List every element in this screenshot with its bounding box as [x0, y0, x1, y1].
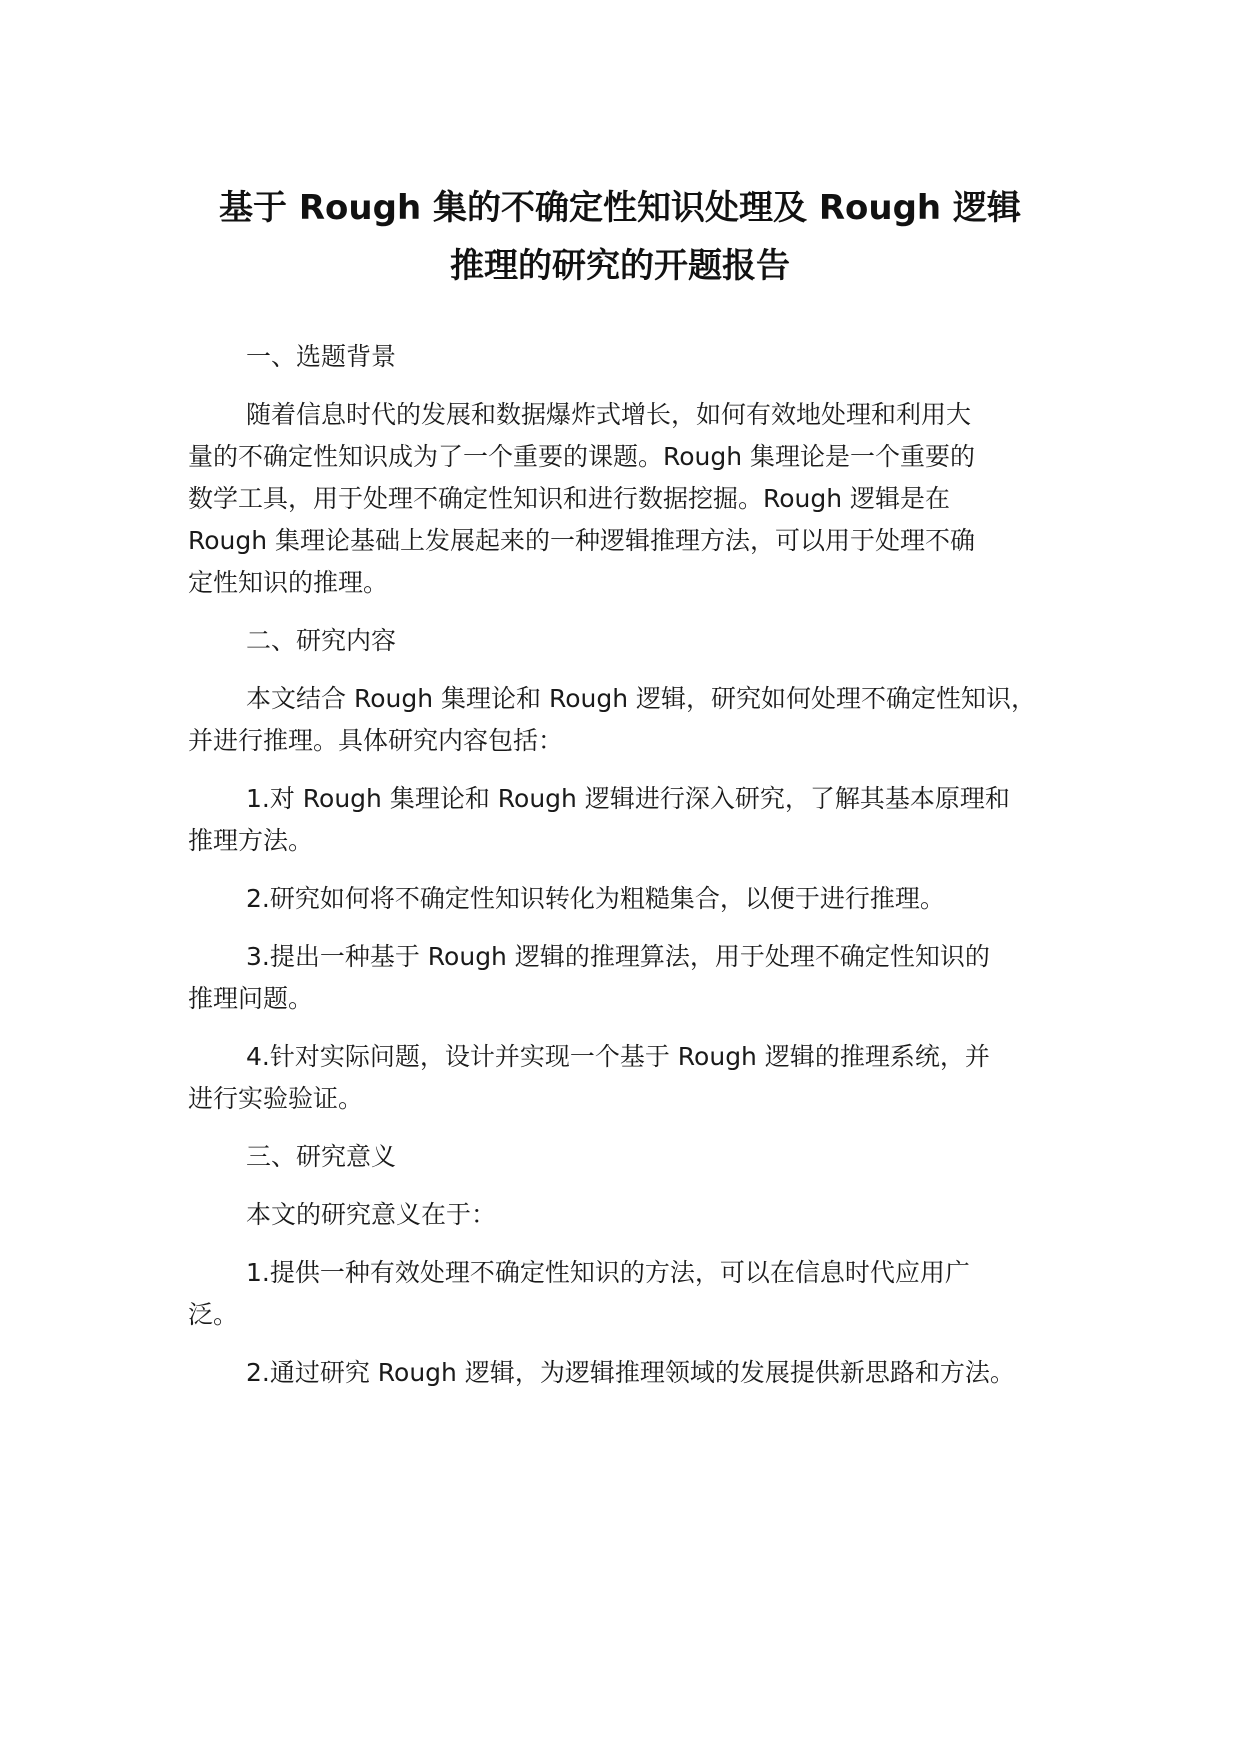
paragraph-line: 随着信息时代的发展和数据爆炸式增长，如何有效地处理和利用大 [246, 400, 972, 429]
list-item-line: 推理问题。 [188, 984, 314, 1013]
list-item-line: 4.针对实际问题，设计并实现一个基于 Rough 逻辑的推理系统，并 [246, 1042, 990, 1071]
paragraph-line: 并进行推理。具体研究内容包括： [188, 726, 564, 755]
paragraph-line: 本文的研究意义在于： [246, 1200, 497, 1229]
section-heading-significance: 三、研究意义 [246, 1142, 397, 1171]
list-item-line: 2.研究如何将不确定性知识转化为粗糙集合，以便于进行推理。 [246, 884, 945, 913]
document-title-line-1: 基于 Rough 集的不确定性知识处理及 Rough 逻辑 [219, 188, 1021, 228]
section-heading-background: 一、选题背景 [246, 342, 397, 371]
list-item-line: 推理方法。 [188, 826, 314, 855]
paragraph-line: Rough 集理论基础上发展起来的一种逻辑推理方法，可以用于处理不确 [188, 526, 976, 555]
list-item-line: 1.对 Rough 集理论和 Rough 逻辑进行深入研究，了解其基本原理和 [246, 784, 1010, 813]
list-item-line: 进行实验验证。 [188, 1084, 364, 1113]
list-item-line: 泛。 [188, 1300, 239, 1329]
paragraph-line: 本文结合 Rough 集理论和 Rough 逻辑，研究如何处理不确定性知识， [246, 684, 1036, 713]
document-title-line-2: 推理的研究的开题报告 [450, 246, 790, 286]
list-item-line: 1.提供一种有效处理不确定性知识的方法，可以在信息时代应用广 [246, 1258, 970, 1287]
paragraph-line: 数学工具，用于处理不确定性知识和进行数据挖掘。Rough 逻辑是在 [188, 484, 951, 513]
list-item-line: 2.通过研究 Rough 逻辑，为逻辑推理领域的发展提供新思路和方法。 [246, 1358, 1015, 1387]
list-item-line: 3.提出一种基于 Rough 逻辑的推理算法，用于处理不确定性知识的 [246, 942, 990, 971]
paragraph-line: 定性知识的推理。 [188, 568, 389, 597]
section-heading-content: 二、研究内容 [246, 626, 397, 655]
paragraph-line: 量的不确定性知识成为了一个重要的课题。Rough 集理论是一个重要的 [188, 442, 976, 471]
